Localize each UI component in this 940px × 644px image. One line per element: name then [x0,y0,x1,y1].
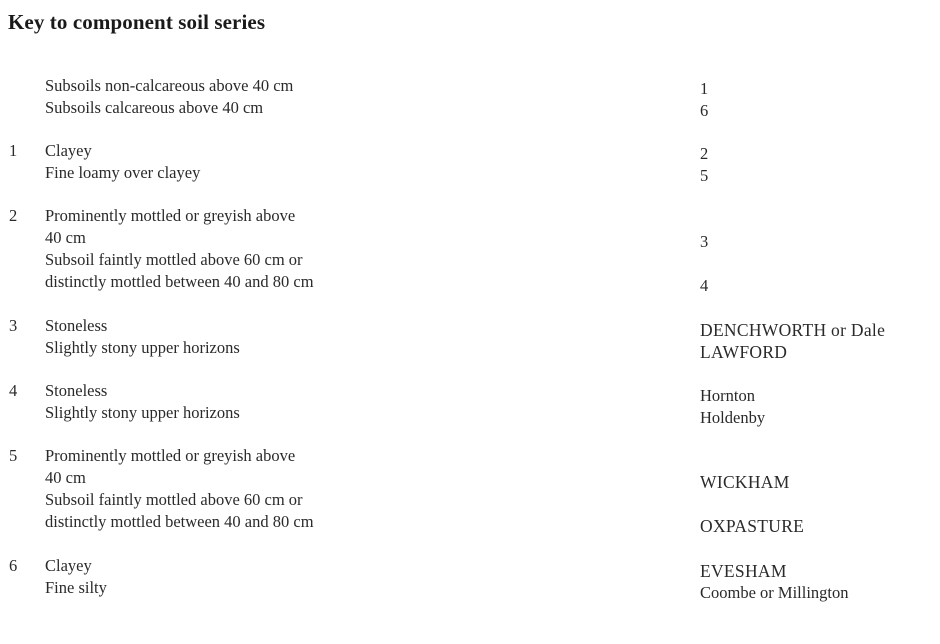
key-description: Subsoil faintly mottled above 60 cm or [45,490,303,509]
key-result: WICKHAM [700,472,790,492]
key-description: distinctly mottled between 40 and 80 cm [45,512,314,531]
key-description: Stoneless [45,381,108,400]
key-step-number: 3 [9,316,18,335]
page-title: Key to component soil series [8,10,266,34]
key-description: Subsoils non-calcareous above 40 cm [45,76,294,95]
key-description: Slightly stony upper horizons [45,338,240,357]
key-description: Subsoil faintly mottled above 60 cm or [45,250,303,269]
key-description: Prominently mottled or greyish above [45,446,296,465]
key-result: Hornton [700,386,755,405]
key-description: Clayey [45,556,92,575]
key-description: 40 cm [45,228,86,247]
key-result: 1 [700,79,709,98]
key-description: distinctly mottled between 40 and 80 cm [45,272,314,291]
key-result: 4 [700,276,709,295]
key-result: 5 [700,166,709,185]
key-description: Slightly stony upper horizons [45,403,240,422]
key-result: EVESHAM [700,561,787,581]
key-result: Coombe or Millington [700,583,849,602]
key-step-number: 4 [9,381,18,400]
key-description: Subsoils calcareous above 40 cm [45,98,264,117]
key-description: Fine loamy over clayey [45,163,201,182]
key-description: Clayey [45,141,92,160]
key-result: 3 [700,232,709,251]
key-result: DENCHWORTH or Dale [700,320,886,340]
key-description: Fine silty [45,578,107,597]
key-result: OXPASTURE [700,516,805,536]
key-description: Stoneless [45,316,108,335]
key-description: 40 cm [45,468,86,487]
key-result: LAWFORD [700,342,788,362]
key-description: Prominently mottled or greyish above [45,206,296,225]
key-result: 2 [700,144,709,163]
key-result: Holdenby [700,408,766,427]
key-step-number: 5 [9,446,18,465]
key-result: 6 [700,101,709,120]
key-step-number: 2 [9,206,18,225]
key-step-number: 6 [9,556,18,575]
key-step-number: 1 [9,141,18,160]
